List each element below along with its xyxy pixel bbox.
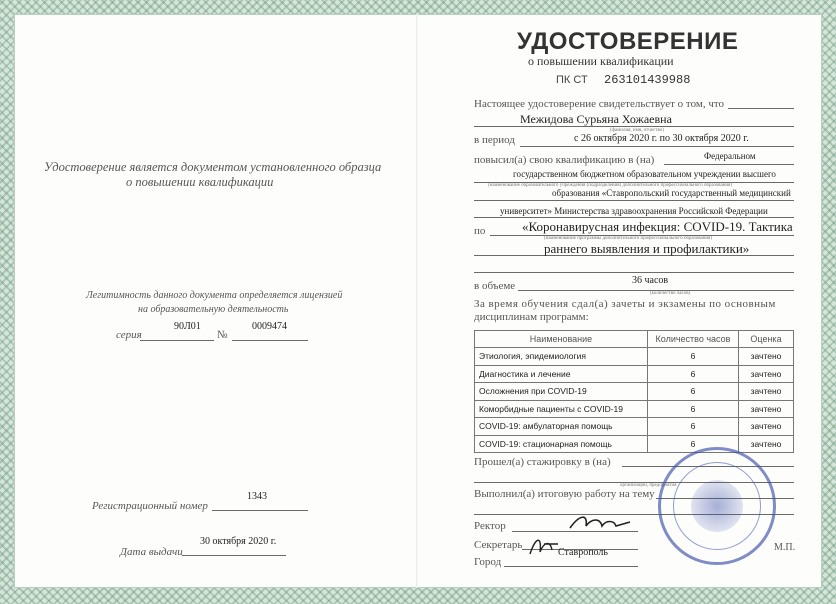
reg-line xyxy=(212,510,308,511)
period-line xyxy=(520,146,794,147)
reg-label: Регистрационный номер xyxy=(92,500,208,512)
certificate-title: УДОСТОВЕРЕНИЕ xyxy=(517,28,739,55)
internship-caption: организации, предприятия xyxy=(620,483,677,488)
org-line-rule2 xyxy=(474,200,794,201)
license-line2: на образовательную деятельность xyxy=(138,304,289,315)
org-line-rule3 xyxy=(474,217,794,218)
secretary-label: Секретарь xyxy=(474,539,523,551)
discipline-grade: зачтено xyxy=(739,365,794,383)
table-row xyxy=(475,365,794,383)
discipline-name: Осложнения при COVID-19 xyxy=(475,383,648,401)
rector-label: Ректор xyxy=(474,520,506,532)
col-grade-header: Оценка xyxy=(739,331,794,348)
volume-label: в объеме xyxy=(474,280,516,292)
table-row xyxy=(475,383,794,401)
final-work-label: Выполнил(а) итоговую работу на тему xyxy=(474,488,655,500)
left-notice-line1: Удостоверение является документом установленного образца xyxy=(44,160,382,174)
table-row xyxy=(475,435,794,453)
volume-caption: (количество часов) xyxy=(650,291,691,296)
program-line2: раннего выявления и профилактики» xyxy=(544,241,750,256)
raised-label: повысил(а) свою квалификацию в (на) xyxy=(474,154,655,166)
org-line1: Федеральном xyxy=(704,151,756,161)
secretary-signature xyxy=(526,532,562,558)
table-row xyxy=(475,418,794,436)
program-line-rule3 xyxy=(474,272,794,273)
discipline-hours: 6 xyxy=(648,418,739,436)
page-fold xyxy=(416,14,418,588)
volume-value: 36 часов xyxy=(632,275,669,286)
discipline-grade: зачтено xyxy=(739,435,794,453)
series-label: серия xyxy=(116,329,142,341)
program-label: по xyxy=(474,225,486,237)
org-line2: государственном бюджетном образовательном учреждении высшего xyxy=(513,169,776,179)
program-line1: «Коронавирусная инфекция: COVID-19. Тактика xyxy=(522,219,793,234)
discipline-name: Этиология, эпидемиология xyxy=(475,348,648,366)
reg-value: 1343 xyxy=(247,491,267,502)
mp-label: М.П. xyxy=(774,542,796,553)
table-row xyxy=(475,348,794,366)
intro-text: Настоящее удостоверение свидетельствует о том, что xyxy=(474,98,725,110)
discipline-hours: 6 xyxy=(648,365,739,383)
certificate-subtitle: о повышении квалификации xyxy=(528,54,674,68)
series-value: 90Л01 xyxy=(174,321,201,332)
period-label: в период xyxy=(474,134,515,146)
city-line xyxy=(504,566,638,567)
left-notice-line2: о повышении квалификации xyxy=(126,175,274,189)
person-name: Межидова Сурьяна Хожаевна xyxy=(520,112,672,126)
raised-line xyxy=(664,164,794,165)
city-value: Ставрополь xyxy=(558,547,608,558)
program-caption: (наименование программы дополнительного профессионального образования) xyxy=(544,236,713,241)
org-line4: университет» Министерства здравоохранения Российской Федерации xyxy=(500,206,768,216)
intro-line xyxy=(728,108,794,109)
seal-emblem xyxy=(691,480,743,532)
discipline-name: COVID-19: стационарная помощь xyxy=(475,435,648,453)
discipline-name: COVID-19: амбулаторная помощь xyxy=(475,418,648,436)
number-line xyxy=(232,340,308,341)
period-value: с 26 октября 2020 г. по 30 октября 2020 г. xyxy=(574,133,749,144)
exams-text2: дисциплинам программ: xyxy=(474,311,589,323)
date-line xyxy=(182,555,286,556)
discipline-hours: 6 xyxy=(648,435,739,453)
table-row xyxy=(475,400,794,418)
discipline-hours: 6 xyxy=(648,400,739,418)
date-value: 30 октября 2020 г. xyxy=(200,536,277,547)
pk-label: ПК СТ xyxy=(556,74,588,86)
discipline-name: Диагностика и лечение xyxy=(475,365,648,383)
col-name-header: Наименование xyxy=(475,331,648,348)
number-label: № xyxy=(217,329,228,341)
fio-caption: (фамилия, имя, отчество) xyxy=(610,128,664,133)
rector-signature xyxy=(566,510,636,534)
discipline-hours: 6 xyxy=(648,383,739,401)
pk-number: 263101439988 xyxy=(604,73,691,87)
discipline-grade: зачтено xyxy=(739,348,794,366)
license-line1: Легитимность данного документа определяется лицензией xyxy=(86,290,343,301)
col-hours-header: Количество часов xyxy=(648,331,739,348)
city-label: Город xyxy=(474,556,502,568)
org-line3: образования «Ставропольский государственный медицинский xyxy=(552,188,791,198)
discipline-name: Коморбидные пациенты с COVID-19 xyxy=(475,400,648,418)
discipline-grade: зачтено xyxy=(739,418,794,436)
disciplines-table xyxy=(474,330,794,453)
official-seal xyxy=(658,447,776,565)
internship-label: Прошел(а) стажировку в (на) xyxy=(474,456,611,468)
number-value: 0009474 xyxy=(252,321,287,332)
exams-text1: За время обучения сдал(а) зачеты и экзамены по основным xyxy=(474,298,776,310)
discipline-grade: зачтено xyxy=(739,383,794,401)
series-line xyxy=(140,340,214,341)
discipline-hours: 6 xyxy=(648,348,739,366)
discipline-grade: зачтено xyxy=(739,400,794,418)
org-caption: (наименование образовательного учреждения (подразделения) дополнительного профессионального образования) xyxy=(488,183,733,188)
date-label: Дата выдачи xyxy=(120,546,183,558)
